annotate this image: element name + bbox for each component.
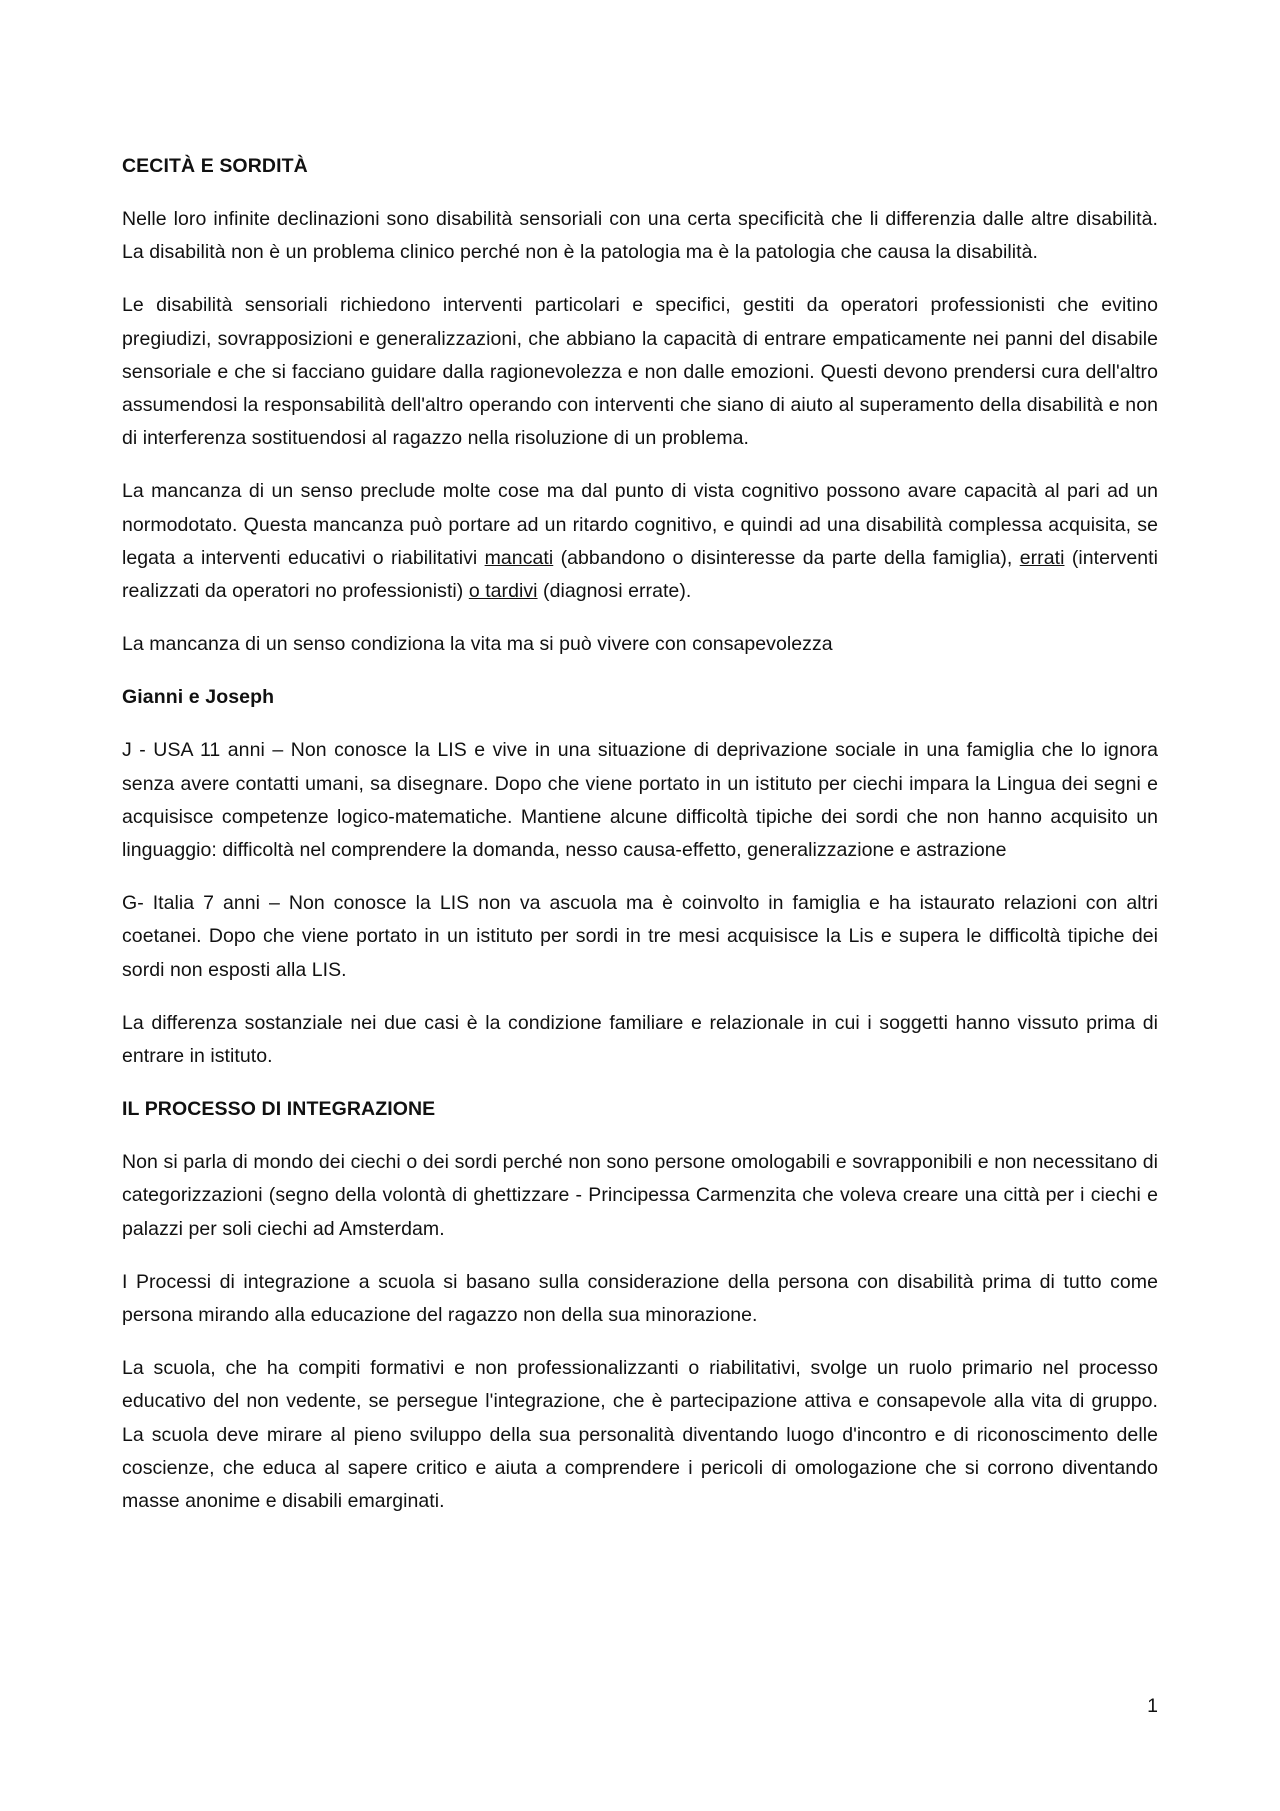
- heading-cecita-sordita: CECITÀ E SORDITÀ: [122, 155, 308, 177]
- paragraph-ruolo-scuola: La scuola, che ha compiti formativi e non professionalizzanti o riabilitativi, svolge un ruolo primario nel processo educativo del non vedente, se persegue l'integrazione, che è partecipazione attiva e consapevole alla vita di gruppo. La scuola deve mirare al pieno sviluppo della sua personalità diventando luogo d'incontro e di riconoscimento delle coscienze, che educa al sapere critico e aiuta a comprendere i pericoli di omologazione che si corrono diventando masse anonime e disabili emarginati.: [122, 1357, 1158, 1513]
- paragraph-intro: Nelle loro infinite declinazioni sono disabilità sensoriali con una certa specificità che li differenzia dalle altre disabilità. La disabilità non è un problema clinico perché non è la patologia ma è la patologia che causa la disabilità.: [122, 208, 1158, 264]
- text-segment: (interventi realizzati da operatori no professionisti): [122, 546, 1158, 603]
- paragraph-mancanza-senso: [122, 475, 1158, 608]
- underlined-tardivi: o tardivi: [468, 580, 538, 603]
- paragraph-differenza: La differenza sostanziale nei due casi è la condizione familiare e relazionale in cui i soggetti hanno vissuto prima di entrare in istituto.: [122, 1011, 1158, 1068]
- underlined-errati: errati: [1019, 546, 1065, 569]
- document-body: [122, 150, 1158, 1538]
- paragraph-consapevolezza: La mancanza di un senso condiziona la vita ma si può vivere con consapevolezza: [122, 633, 833, 656]
- underlined-mancati: mancati: [484, 546, 554, 569]
- text-segment: (abbandono o disinteresse da parte della famiglia),: [553, 546, 1020, 569]
- heading-processo-integrazione: IL PROCESSO DI INTEGRAZIONE: [122, 1098, 436, 1121]
- heading-gianni-joseph: Gianni e Joseph: [122, 686, 275, 709]
- page-number: 1: [1147, 1695, 1158, 1717]
- paragraph-joseph: J - USA 11 anni – Non conosce la LIS e vive in una situazione di deprivazione sociale in una famiglia che lo ignora senza avere contatti umani, sa disegnare. Dopo che viene portato in un istituto per ciechi impara la Lingua dei segni e acquisisce competenze logico-matematiche. Mantiene alcune difficoltà tipiche dei sordi che non hanno acquisito un linguaggio: difficoltà nel comprendere la domanda, nesso causa-effetto, generalizzazione e astrazione: [122, 739, 1158, 862]
- paragraph-gianni: G- Italia 7 anni – Non conosce la LIS non va ascuola ma è coinvolto in famiglia e ha istaurato relazioni con altri coetanei. Dopo che viene portato in un istituto per sordi in tre mesi acquisisce la Lis e supera le difficoltà tipiche dei sordi non esposti alla LIS.: [122, 892, 1158, 981]
- paragraph-processi-scuola: I Processi di integrazione a scuola si basano sulla considerazione della persona con disabilità prima di tutto come persona mirando alla educazione del ragazzo non della sua minorazione.: [122, 1270, 1158, 1327]
- paragraph-mondo-ciechi: Non si parla di mondo dei ciechi o dei sordi perché non sono persone omologabili e sovrapponibili e non necessitano di categorizzazioni (segno della volontà di ghettizzare - Principessa Carmenzita che voleva creare una città per i ciechi e palazzi per soli ciechi ad Amsterdam.: [122, 1151, 1158, 1240]
- text-segment: La mancanza di un senso preclude molte cose ma dal punto di vista cognitivo possono avare capacità al pari ad un normodotato. Questa mancanza può portare ad un ritardo cognitivo, e quindi ad una disabilità complessa acquisita, se legata a interventi educativi o riabilitativi: [122, 480, 1158, 569]
- text-segment: (diagnosi errate).: [537, 580, 692, 603]
- paragraph-interventi: Le disabilità sensoriali richiedono interventi particolari e specifici, gestiti da operatori professionisti che evitino pregiudizi, sovrapposizioni e generalizzazioni, che abbiano la capacità di entrare empaticamente nei panni del disabile sensoriale e che si facciano guidare dalla ragionevolezza e non dalle emozioni. Questi devono prendersi cura dell'altro assumendosi la responsabilità dell'altro operando con interventi che siano di aiuto al superamento della disabilità e non di interferenza sostituendosi al ragazzo nella risoluzione di un problema.: [122, 294, 1158, 450]
